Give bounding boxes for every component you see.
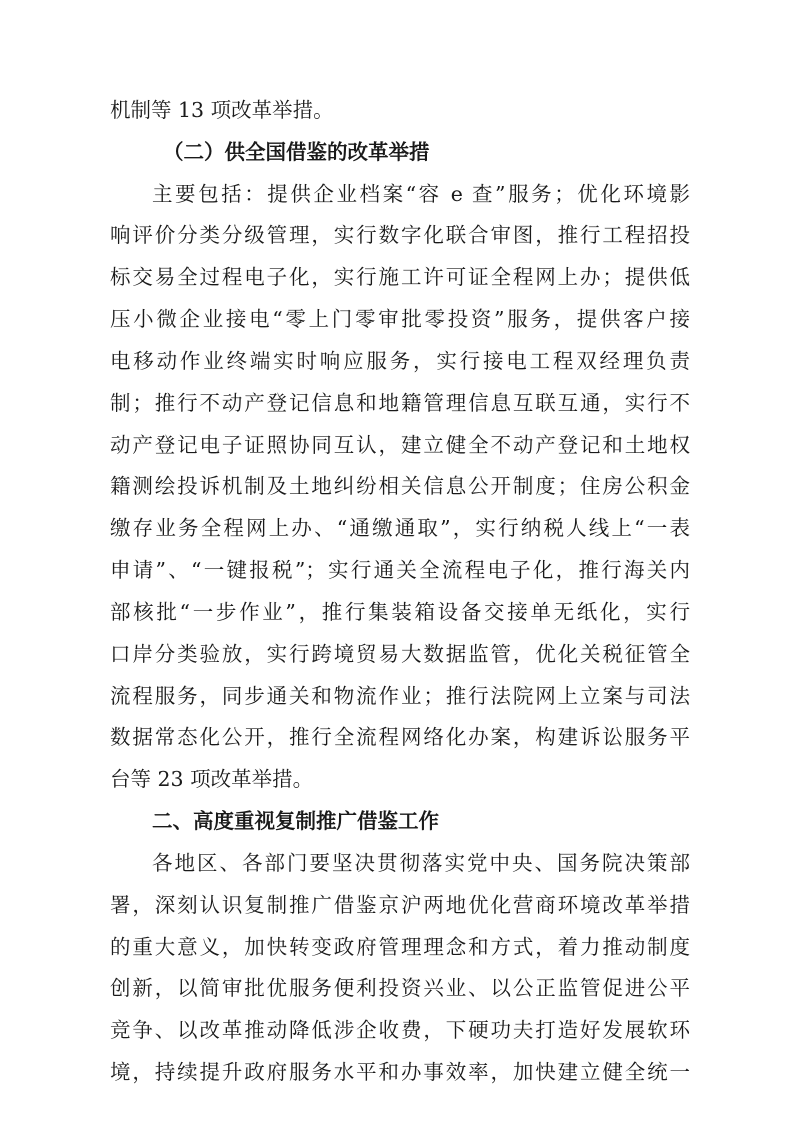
paragraph-line: 响评价分类分级管理，实行数字化联合审图，推行工程招投	[110, 223, 690, 247]
paragraph-line: 机制等 13 项改革举措。	[110, 98, 334, 122]
paragraph-line: 主要包括：提供企业档案“容 e 查”服务；优化环境影	[152, 182, 690, 206]
paragraph-line: 数据常态化公开，推行全流程网络化办案，构建诉讼服务平	[110, 725, 690, 749]
paragraph-line: 竞争、以改革推动降低涉企收费，下硬功夫打造好发展软环	[110, 1018, 690, 1042]
paragraph-line: 缴存业务全程网上办、“通缴通取”，实行纳税人线上“一表	[110, 516, 690, 540]
paragraph-line: 制；推行不动产登记信息和地籍管理信息互联互通，实行不	[110, 391, 690, 415]
paragraph-line: 电移动作业终端实时响应服务，实行接电工程双经理负责	[110, 349, 690, 373]
paragraph-line: 口岸分类验放，实行跨境贸易大数据监管，优化关税征管全	[110, 642, 690, 666]
paragraph-line: 的重大意义，加快转变政府管理理念和方式，着力推动制度	[110, 935, 690, 959]
subheading: （二）供全国借鉴的改革举措	[163, 140, 430, 164]
paragraph-line: 流程服务，同步通关和物流作业；推行法院网上立案与司法	[110, 684, 690, 708]
paragraph-line: 标交易全过程电子化，实行施工许可证全程网上办；提供低	[110, 265, 690, 289]
paragraph-line: 籍测绘投诉机制及土地纠纷相关信息公开制度；住房公积金	[110, 474, 690, 498]
paragraph-line: 申请”、“一键报税”；实行通关全流程电子化，推行海关内	[110, 558, 690, 582]
paragraph-line: 部核批“一步作业”，推行集装箱设备交接单无纸化，实行	[110, 600, 690, 624]
paragraph-line: 创新，以简审批优服务便利投资兴业、以公正监管促进公平	[110, 976, 690, 1000]
paragraph-line: 动产登记电子证照协同互认，建立健全不动产登记和土地权	[110, 433, 690, 457]
paragraph-line: 境，持续提升政府服务水平和办事效率，加快建立健全统一	[110, 1060, 690, 1084]
paragraph-line: 各地区、各部门要坚决贯彻落实党中央、国务院决策部	[152, 851, 690, 875]
paragraph-line: 署，深刻认识复制推广借鉴京沪两地优化营商环境改革举措	[110, 893, 690, 917]
section-heading: 二、高度重视复制推广借鉴工作	[152, 809, 439, 833]
paragraph-line: 台等 23 项改革举措。	[110, 767, 314, 791]
paragraph-line: 压小微企业接电“零上门零审批零投资”服务，提供客户接	[110, 307, 690, 331]
